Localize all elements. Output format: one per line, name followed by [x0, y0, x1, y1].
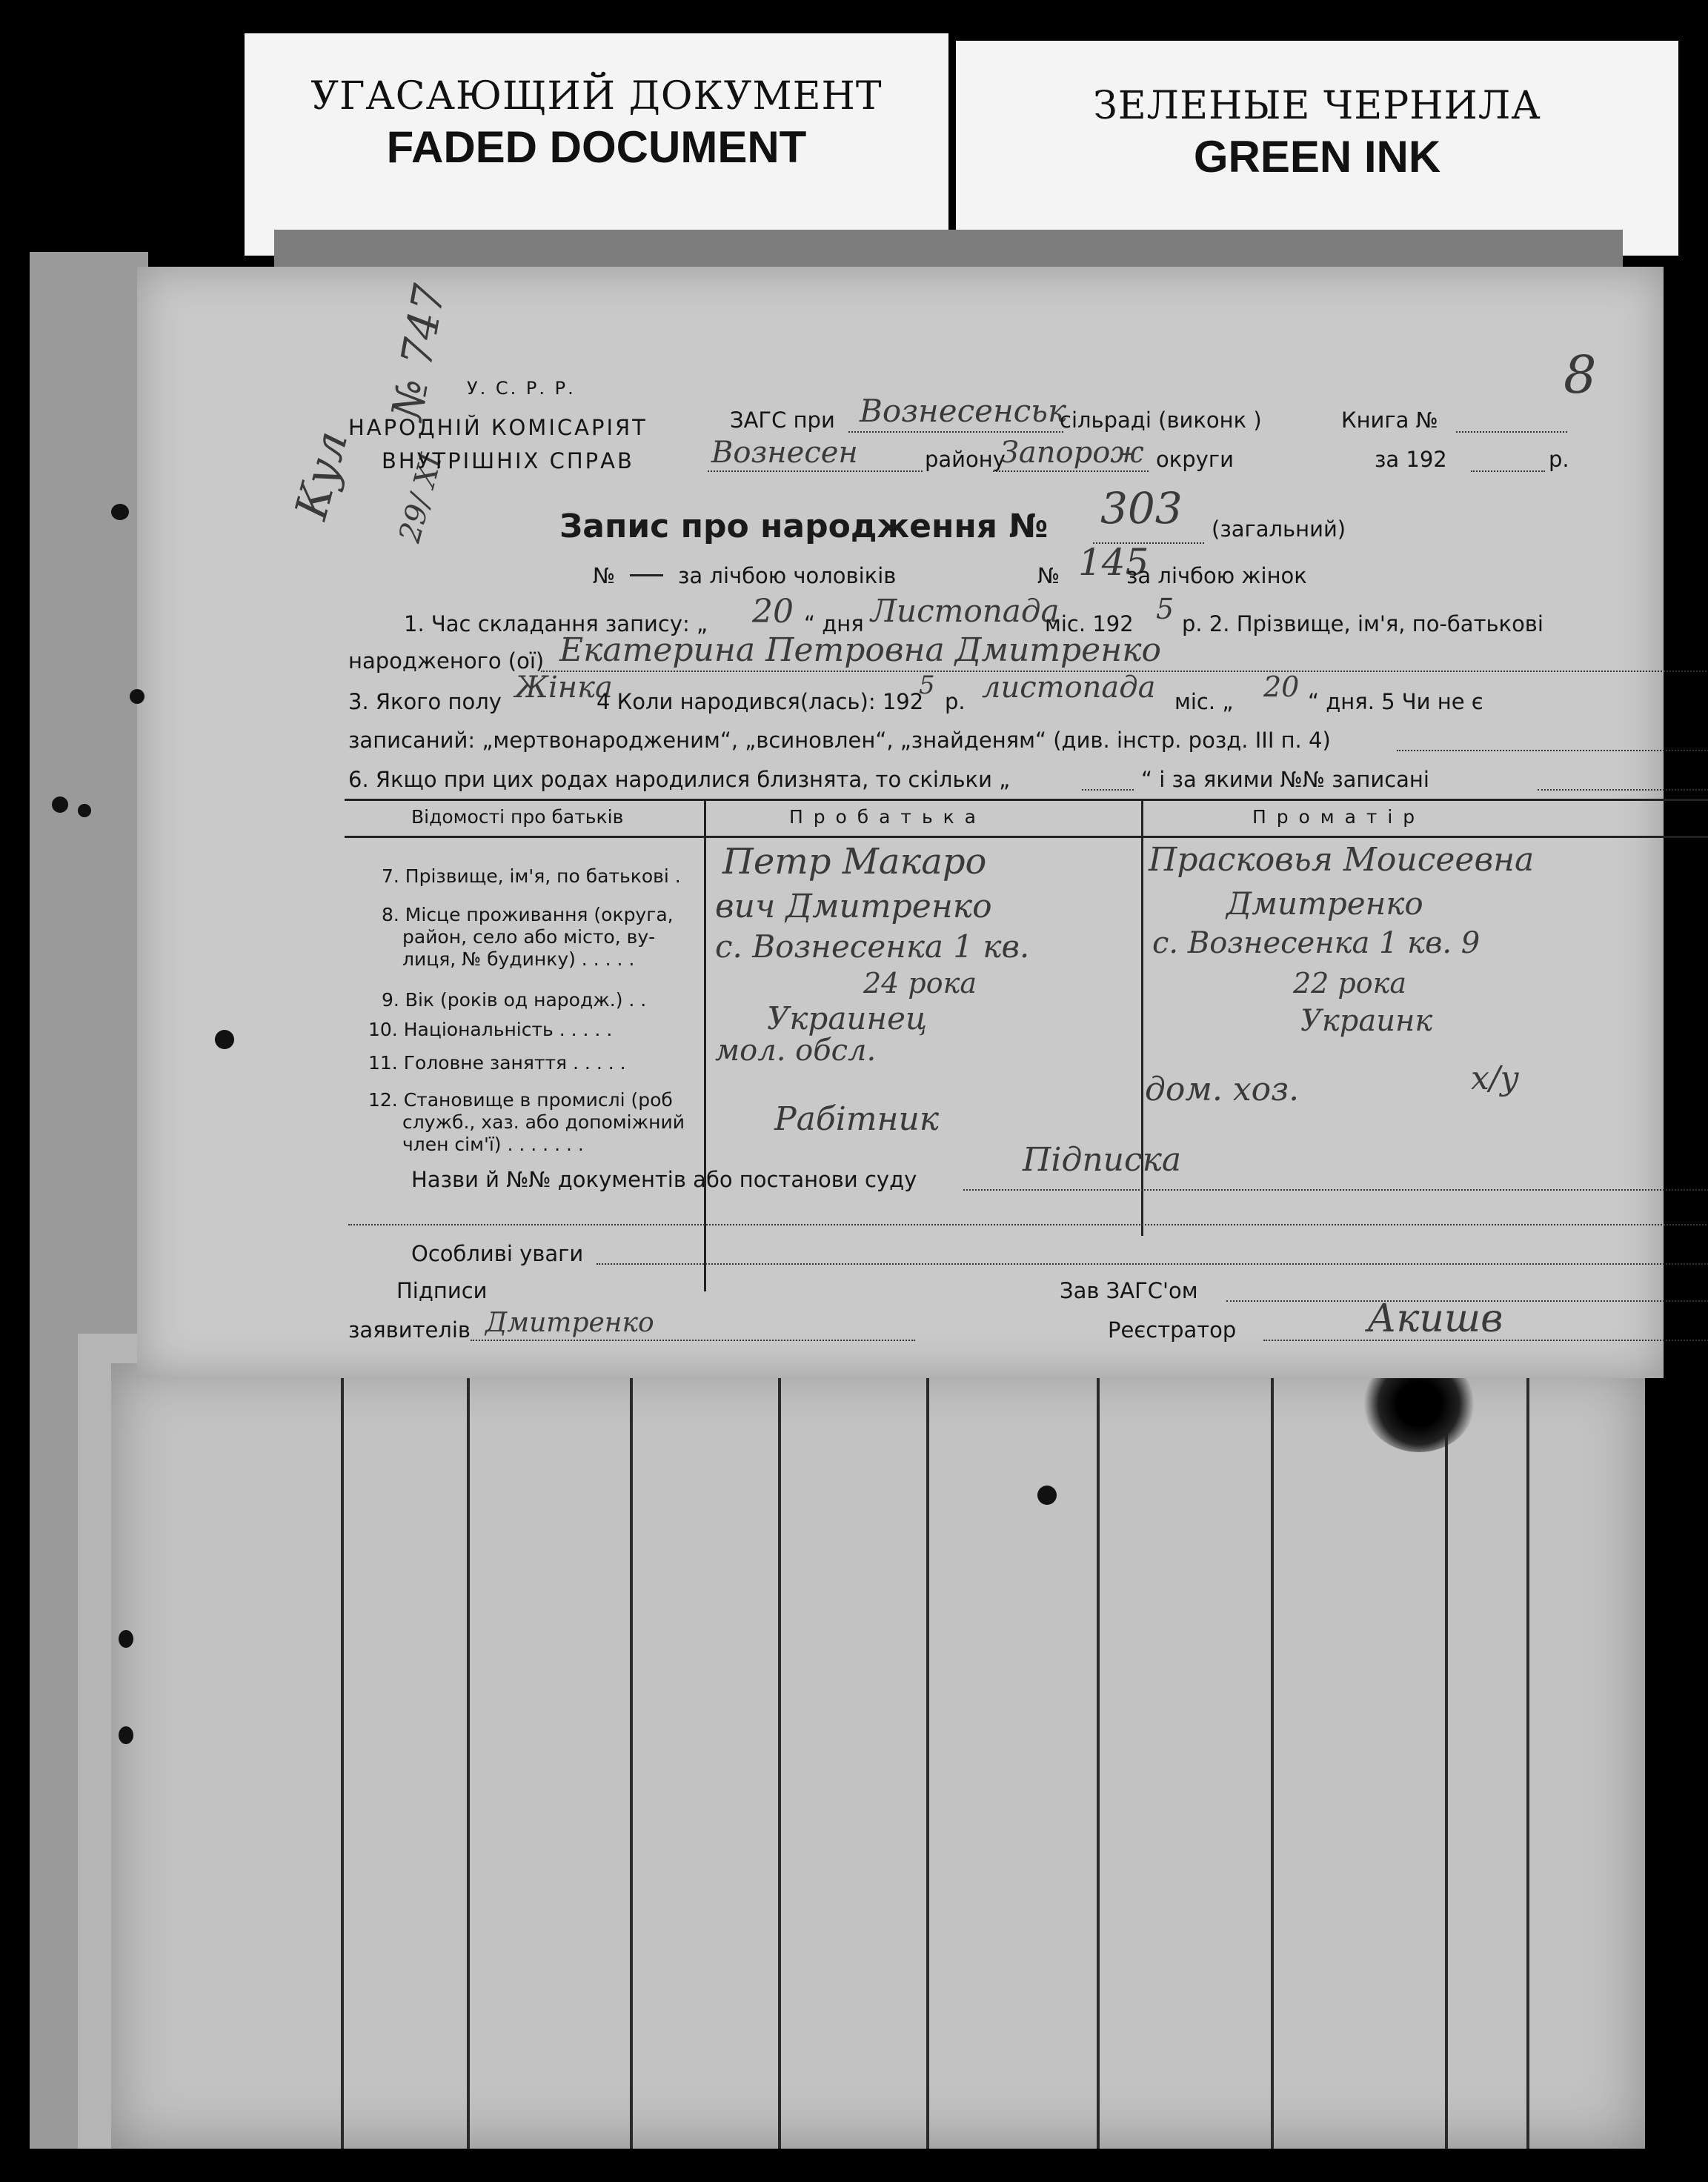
- row-status-label-3: член сім'ї) . . . . . . .: [402, 1134, 584, 1155]
- row-address-label-3: лиця, № будинку) . . . . .: [402, 948, 635, 970]
- men-number-sign: №: [593, 563, 616, 588]
- ledger-column-line: [341, 1363, 344, 2149]
- row-nationality-label: 10. Національність . . . . .: [368, 1019, 613, 1040]
- punch-hole: [119, 1630, 133, 1648]
- father-name-handwriting-2: вич Дмитренко: [715, 888, 992, 925]
- zav-zags-label: Зав ЗАГС'ом: [1060, 1278, 1198, 1303]
- men-number-dash: [630, 574, 663, 576]
- women-number-handwriting: 145: [1078, 541, 1149, 584]
- birth-day-handwriting: 20: [1263, 671, 1300, 703]
- women-number-sign: №: [1037, 563, 1060, 588]
- punch-hole: [78, 804, 91, 817]
- faded-label-ru: УГАСАЮЩИЙ ДОКУМЕНТ: [310, 74, 883, 119]
- row-age-label: 9. Вік (років од народж.) . .: [382, 989, 647, 1011]
- okrug-handwriting: Запорож: [1000, 436, 1144, 470]
- general-label: (загальний): [1212, 516, 1346, 542]
- district-line: [708, 470, 923, 472]
- signatures-label-1: Підписи: [396, 1278, 488, 1303]
- okrug-line: [993, 470, 1149, 472]
- documents-handwriting: Підписка: [1023, 1141, 1182, 1179]
- field-1-day: “ дня: [804, 611, 864, 636]
- district-label: району: [925, 447, 1006, 472]
- table-header-rule: [345, 836, 1708, 838]
- field-4-label: 4 Коли народився(лась): 192: [597, 689, 924, 714]
- row-address-label-1: 8. Місце проживання (округа,: [382, 904, 674, 925]
- father-name-handwriting: Петр Макаро: [722, 841, 987, 882]
- punch-hole: [215, 1030, 234, 1049]
- field-6-suffix: “ і за якими №№ записані: [1141, 767, 1429, 792]
- commissariat-line-1: НАРОДНІЙ КОМІСАРІЯТ: [348, 415, 648, 440]
- notes-label: Особливі уваги: [411, 1241, 584, 1266]
- republic-label: У. С. Р. Р.: [467, 378, 576, 399]
- field-2-label: р. 2. Прізвище, ім'я, по-батькові: [1182, 611, 1543, 636]
- month-handwriting: Листопада: [871, 593, 1060, 629]
- mother-status-handwriting: х/у: [1471, 1060, 1520, 1097]
- zags-label: ЗАГС при: [730, 408, 835, 433]
- women-count-label: за лічбою жінок: [1126, 563, 1307, 588]
- margin-initials: Кул: [285, 425, 359, 525]
- registrar-label: Реєстратор: [1108, 1317, 1237, 1343]
- field-2-child-label: народженого (ої): [348, 648, 545, 673]
- book-label: Книга №: [1341, 408, 1438, 433]
- notes-line: [597, 1263, 1708, 1265]
- applicant-signature-line: [471, 1340, 915, 1341]
- ledger-column-line: [1445, 1363, 1448, 2149]
- silradi-label: сільраді (виконк ): [1060, 408, 1262, 433]
- mother-name-handwriting-2: Дмитренко: [1226, 885, 1423, 922]
- field-4-year: р.: [945, 689, 966, 714]
- ledger-column-line: [1526, 1363, 1529, 2149]
- margin-record-number: № 747: [382, 280, 455, 424]
- field-6-label: 6. Якщо при цих родах народилися близнята, то скільки „: [348, 767, 1011, 792]
- row-occupation-label: 11. Головне заняття . . . . .: [368, 1052, 626, 1074]
- green-label-en: GREEN INK: [1193, 132, 1441, 182]
- field-3-label: 3. Якого полу: [348, 689, 502, 714]
- row-address-label-2: район, село або місто, ву-: [402, 926, 656, 948]
- table-column-divider: [704, 799, 706, 1291]
- men-count-label: за лічбою чоловіків: [678, 563, 897, 588]
- punch-hole: [52, 796, 68, 813]
- field-5-line: [1397, 750, 1708, 751]
- table-top-rule: [345, 799, 1708, 801]
- faded-document-label: [245, 33, 948, 256]
- ledger-column-line: [778, 1363, 781, 2149]
- table-header-mother: П р о м а т і р: [1252, 806, 1418, 828]
- ledger-sheet: [111, 1363, 1645, 2149]
- punch-hole: [111, 504, 129, 520]
- child-name-handwriting: Екатерина Петровна Дмитренко: [559, 631, 1161, 669]
- twins-count-line: [1082, 789, 1134, 791]
- registrar-signature: Акишв: [1367, 1297, 1503, 1341]
- ledger-column-line: [467, 1363, 470, 2149]
- year-label: за 192: [1375, 447, 1447, 472]
- green-label-ru: ЗЕЛЕНЫЕ ЧЕРНИЛА: [1093, 84, 1541, 128]
- field-1-label: 1. Час складання запису: „: [404, 611, 708, 636]
- ledger-column-line: [1271, 1363, 1274, 2149]
- father-age-handwriting: 24 рока: [863, 967, 977, 999]
- field-1-month: міс. 192: [1045, 611, 1134, 636]
- field-4-month: міс. „: [1174, 689, 1234, 714]
- mother-name-handwriting: Прасковья Моисеевна: [1149, 841, 1535, 879]
- punch-hole: [1037, 1486, 1057, 1505]
- birth-record-form: [137, 267, 1664, 1378]
- ledger-column-line: [630, 1363, 633, 2149]
- faded-label-en: FADED DOCUMENT: [386, 122, 807, 172]
- page-number-handwriting: 8: [1564, 345, 1597, 405]
- year-suffix: р.: [1549, 447, 1569, 472]
- okrug-label: округи: [1156, 447, 1234, 472]
- margin-date: 29/ XI: [393, 450, 449, 546]
- twins-numbers-line: [1538, 789, 1708, 791]
- table-header-parents: Відомості про батьків: [411, 806, 624, 828]
- record-number-handwriting: 303: [1100, 483, 1183, 533]
- year-digit-handwriting: 5: [1156, 593, 1174, 625]
- book-line: [1456, 431, 1567, 433]
- punch-hole: [130, 689, 144, 704]
- birth-month-handwriting: листопада: [982, 671, 1156, 705]
- village-handwriting: Вознесенськ: [860, 393, 1067, 429]
- applicant-signature: Дмитренко: [485, 1308, 654, 1338]
- row-status-label-1: 12. Становище в промислі (роб: [368, 1089, 673, 1111]
- commissariat-line-2: ВНУТРІШНІХ СПРАВ: [382, 448, 634, 473]
- day-handwriting: 20: [752, 593, 794, 631]
- father-nationality-handwriting: Украинец: [767, 1000, 928, 1037]
- green-ink-label: [956, 41, 1678, 256]
- district-handwriting: Вознесен: [711, 436, 858, 470]
- father-address-handwriting: с. Вознесенка 1 кв.: [715, 928, 1030, 965]
- birth-year-digit-handwriting: 5: [919, 671, 935, 700]
- page-title: Запис про народження №: [559, 508, 1049, 545]
- row-status-label-2: служб., хаз. або допоміжний: [402, 1111, 685, 1133]
- ledger-column-line: [926, 1363, 929, 2149]
- field-5-text: записаний: „мертвонародженим“, „всиновлен“, „знайденям“ (див. інстр. розд. III п. 4): [348, 728, 1331, 753]
- signatures-label-2: заявителів: [348, 1317, 471, 1343]
- punch-hole: [119, 1726, 133, 1744]
- mother-age-handwriting: 22 рока: [1293, 967, 1406, 999]
- mother-occupation-handwriting: дом. хоз.: [1145, 1071, 1300, 1108]
- father-status-handwriting: Рабітник: [774, 1100, 940, 1138]
- field-5-label: “ дня. 5 Чи не є: [1308, 689, 1483, 714]
- row-name-label: 7. Прізвище, ім'я, по батькові .: [382, 865, 681, 887]
- table-header-father: П р о б а т ь к а: [789, 806, 978, 828]
- father-occupation-handwriting: мол. обсл.: [715, 1034, 877, 1068]
- documents-line: [963, 1189, 1708, 1191]
- village-line: [848, 431, 1063, 433]
- sex-handwriting: Жінка: [515, 671, 613, 705]
- documents-line-2: [348, 1224, 1708, 1225]
- mother-address-handwriting: с. Вознесенка 1 кв. 9: [1152, 926, 1481, 960]
- documents-label: Назви й №№ документів або постанови суду: [411, 1167, 917, 1192]
- year-line: [1471, 470, 1545, 472]
- ledger-column-line: [1097, 1363, 1100, 2149]
- mother-nationality-handwriting: Украинк: [1300, 1004, 1433, 1038]
